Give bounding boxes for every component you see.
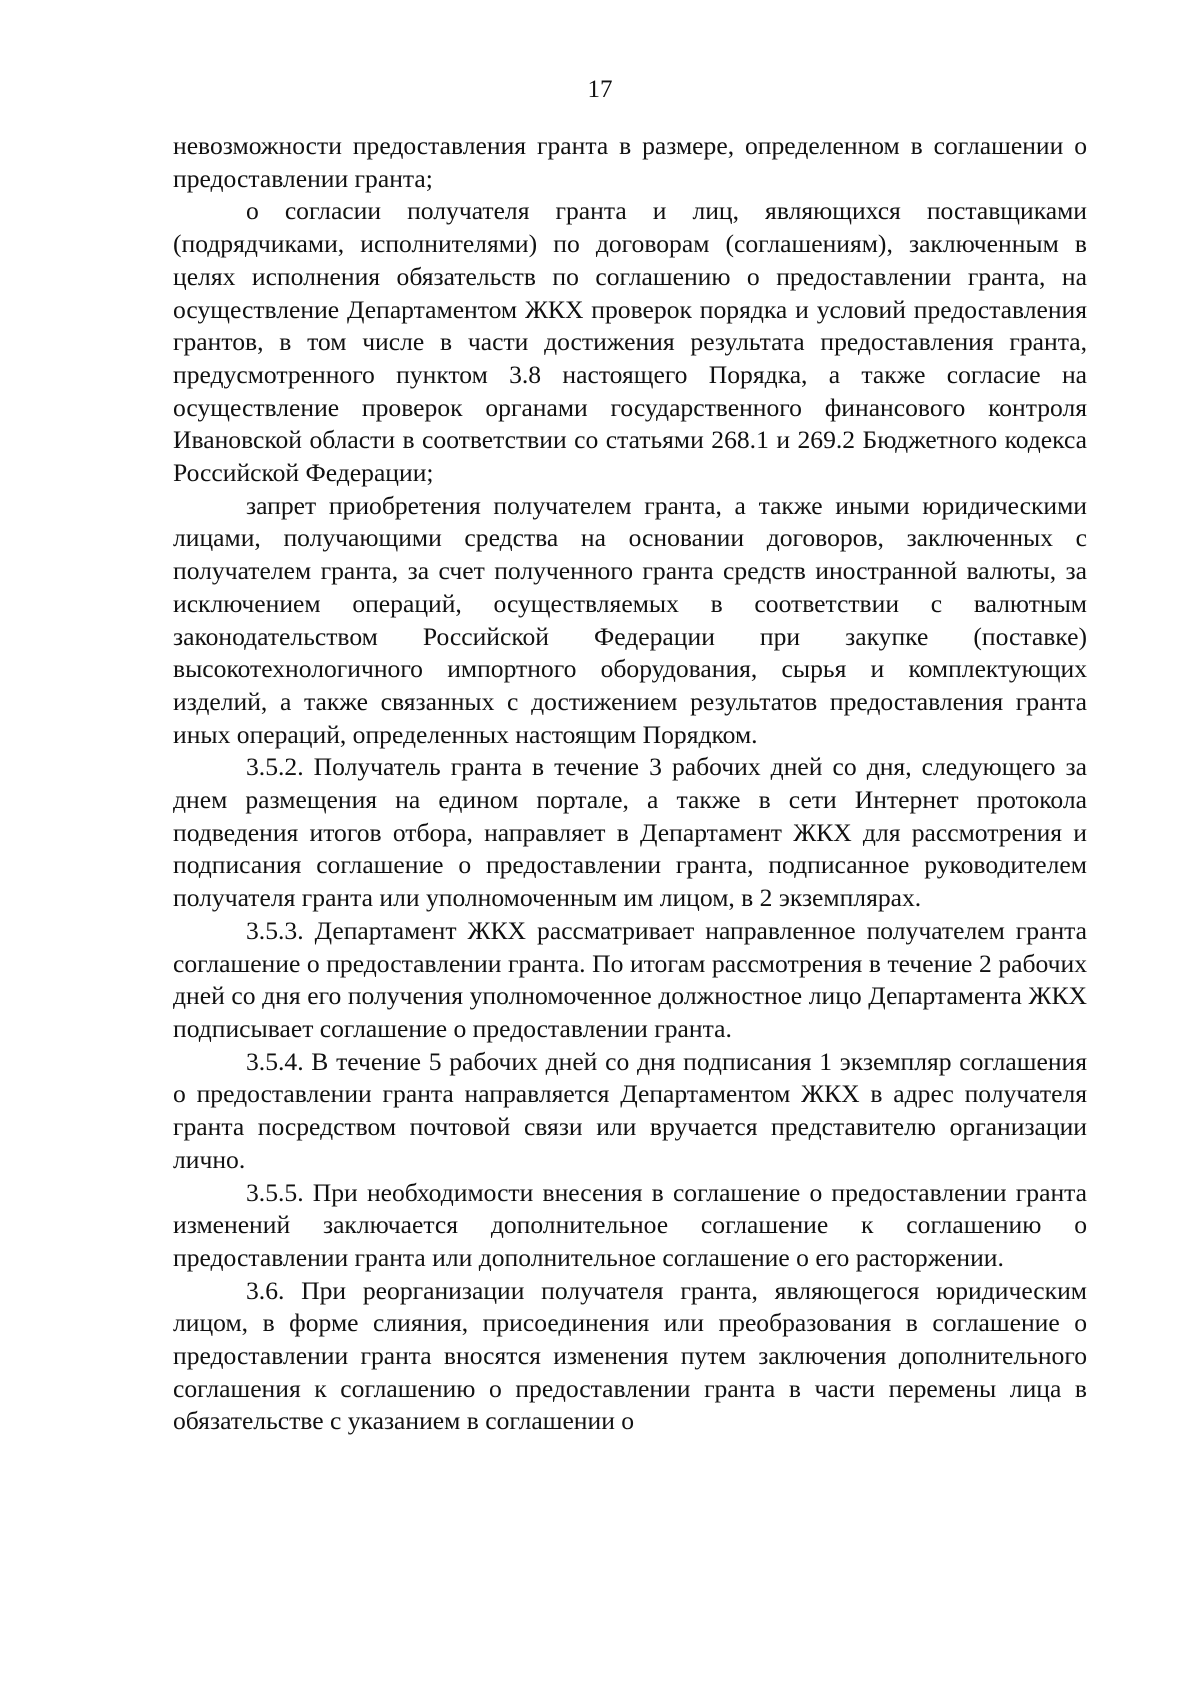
paragraph-continuation: невозможности предоставления гранта в размере, определенном в соглашении о предоставлении гранта; bbox=[173, 131, 1087, 193]
paragraph-3-5-3: 3.5.3. Департамент ЖКХ рассматривает направленное получателем гранта соглашение о предоставлении гранта. По итогам рассмотрения в течение 2 рабочих дней со дня его получения уполномоченное должностное лицо Департамента ЖКХ подписывает соглашение о предоставлении гранта. bbox=[173, 915, 1087, 1043]
paragraph-3-6: 3.6. При реорганизации получателя гранта, являющегося юридическим лицом, в форме слияния, присоединения или преобразования в соглашение о предоставлении гранта вносятся изменения путем заключения дополнительного соглашения к соглашению о предоставлении гранта в части перемены лица в обязательстве с указанием в соглашении о bbox=[173, 1275, 1087, 1436]
paragraph-3-5-5: 3.5.5. При необходимости внесения в соглашение о предоставлении гранта изменений заключается дополнительное соглашение к соглашению о предоставлении гранта или дополнительное соглашение о его расторжении. bbox=[173, 1177, 1087, 1272]
paragraph-3-5-2: 3.5.2. Получатель гранта в течение 3 рабочих дней со дня, следующего за днем размещения на едином портале, а также в сети Интернет протокола подведения итогов отбора, направляет в Департамент ЖКХ для рассмотрения и подписания соглашение о предоставлении гранта, подписанное руководителем получателя гранта или уполномоченным им лицом, в 2 экземплярах. bbox=[173, 752, 1087, 913]
paragraph-consent-inspections: о согласии получателя гранта и лиц, являющихся поставщиками (подрядчиками, исполнителями) по договорам (соглашениям), заключенным в целях исполнения обязательств по соглашению о предоставлении гранта, на осуществление Департаментом ЖКХ проверок порядка и условий предоставления грантов, в том числе в части достижения результата предоставления гранта, предусмотренного пунктом 3.8 настоящего Порядка, а также согласие на осуществление проверок органами государственного финансового контроля Ивановской области в соответствии со статьями 268.1 и 269.2 Бюджетного кодекса Российской Федерации; bbox=[173, 196, 1087, 488]
page-number: 17 bbox=[587, 76, 613, 103]
paragraph-3-5-4: 3.5.4. В течение 5 рабочих дней со дня подписания 1 экземпляр соглашения о предоставлении гранта направляется Департаментом ЖКХ в адрес получателя гранта посредством почтовой связи или вручается представителю организации лично. bbox=[173, 1046, 1087, 1174]
paragraph-currency-prohibition: запрет приобретения получателем гранта, а также иными юридическими лицами, получающими средства на основании договоров, заключенных с получателем гранта, за счет полученного гранта средств иностранной валюты, за исключением операций, осуществляемых в соответствии с валютным законодательством Российской Федерации при закупке (поставке) высокотехнологичного импортного оборудования, сырья и комплектующих изделий, а также связанных с достижением результатов предоставления гранта иных операций, определенных настоящим Порядком. bbox=[173, 490, 1087, 749]
document-body bbox=[173, 130, 1087, 1438]
